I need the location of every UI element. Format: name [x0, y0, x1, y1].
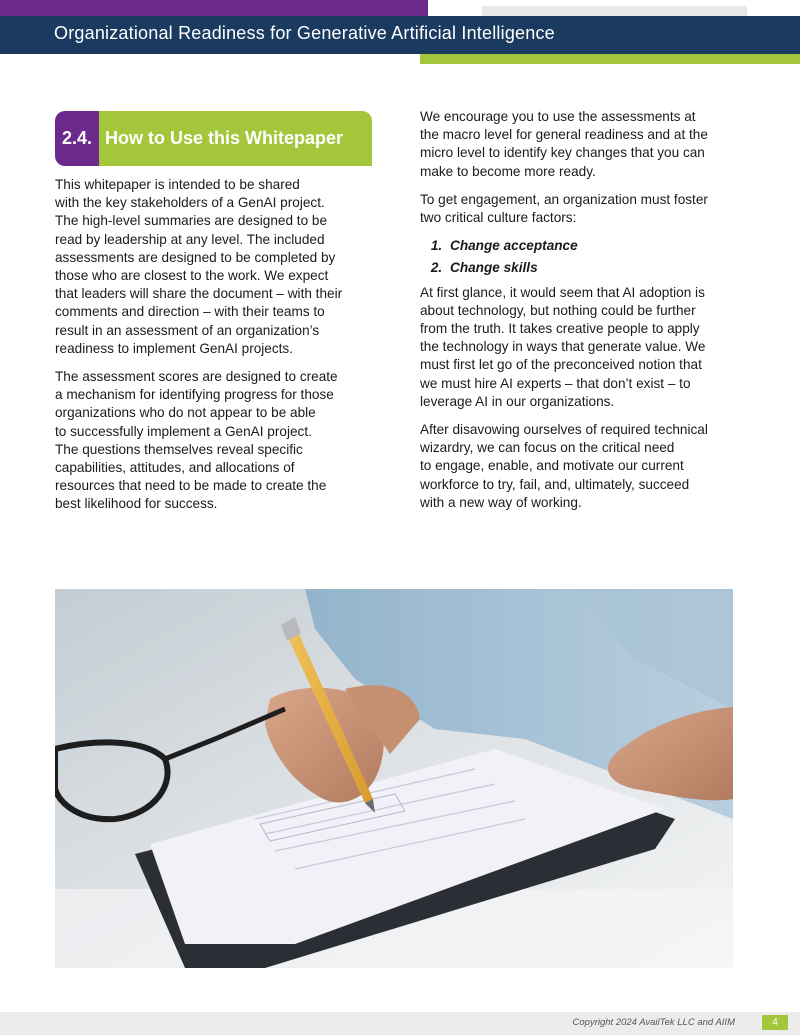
list-item: 2. Change skills	[446, 259, 760, 277]
paragraph: This whitepaper is intended to be shared with the key stakeholders of a GenAI project. The high-level summaries are designed to be read by leadership at any level. The included assessments are designed to be completed by those who are closest to the work. We expect that leaders will share the document – with their comments and direction – with their teams to result in an assessment of an organization’s readiness to implement GenAI projects.	[55, 177, 343, 356]
list-item: 1. Change acceptance	[446, 237, 760, 255]
paragraph: We encourage you to use the assessments at the macro level for general readiness and at the micro level to identify key changes that you can make to become more ready.	[420, 109, 708, 179]
header-bar	[0, 16, 800, 54]
left-column	[55, 176, 385, 524]
culture-factors-list	[420, 237, 760, 277]
section-number: 2.4.	[55, 111, 99, 166]
section-title: How to Use this Whitepaper	[99, 111, 372, 166]
document-title: Organizational Readiness for Generative Artificial Intelligence	[54, 23, 555, 43]
header-accent-purple	[0, 0, 428, 16]
paragraph: To get engagement, an organization must foster two critical culture factors:	[420, 191, 708, 226]
paragraph: The assessment scores are designed to create a mechanism for identifying progress for those organizations who do not appear to be able to successfully implement a GenAI project. The questions themselves reveal specific capabilities, attitudes, and allocations of resources that need to be made to create the best likelihood for success.	[55, 369, 338, 512]
paragraph: At first glance, it would seem that AI adoption is about technology, but nothing could be further from the truth. It takes creative people to apply the technology in ways that generate value. We must first let go of the preconceived notion that we must hire AI experts – that don’t exist – to leverage AI in our organizations.	[420, 284, 706, 409]
photo-hand-signing-document	[55, 589, 733, 968]
page-number-badge: 4	[762, 1015, 788, 1030]
section-heading	[55, 111, 372, 166]
copyright-text: Copyright 2024 AvailTek LLC and AIIM	[572, 1017, 735, 1028]
header-accent-green	[420, 54, 800, 64]
paragraph: After disavowing ourselves of required technical wizardry, we can focus on the critical need to engage, enable, and motivate our current workforce to try, fail, and, ultimately, succeed with a new way of working.	[420, 422, 708, 510]
right-column	[420, 108, 760, 522]
